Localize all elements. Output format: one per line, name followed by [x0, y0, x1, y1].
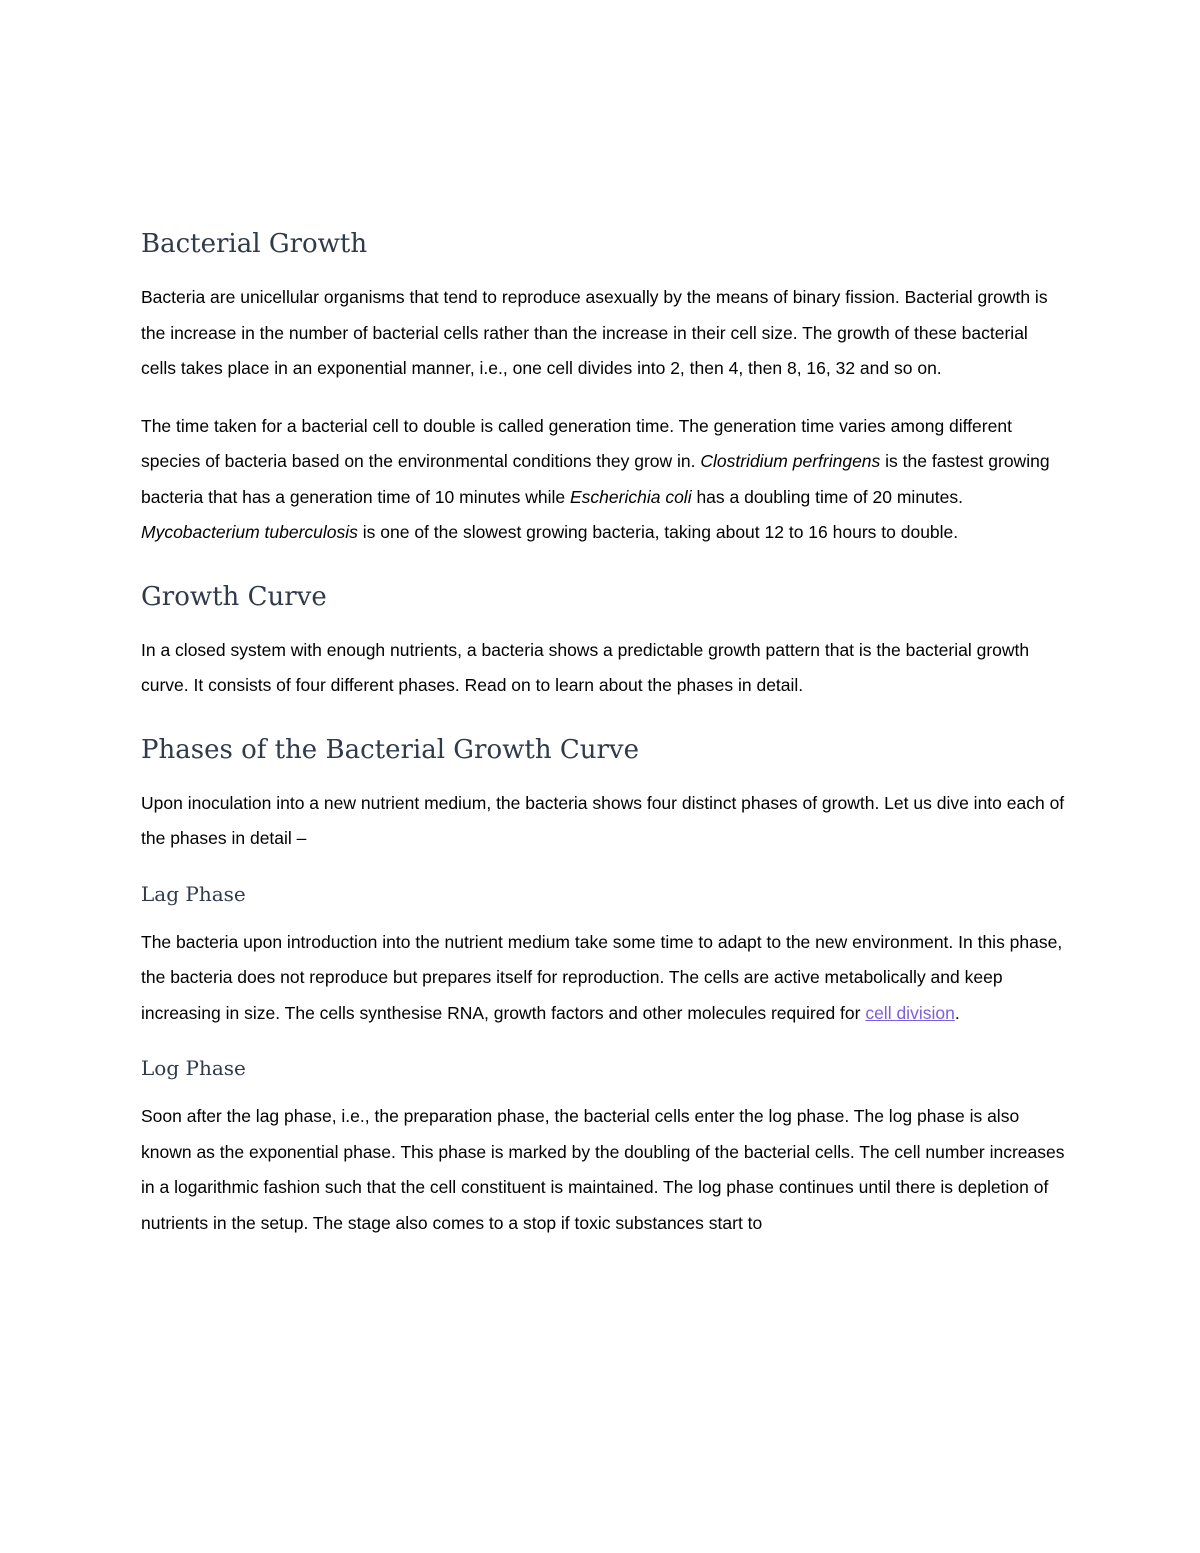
paragraph-growth-curve: In a closed system with enough nutrients, a bacteria shows a predictable growth pattern that is the bacterial growth curve. It consists of four different phases. Read on to learn about the phases in detail. [141, 639, 1030, 695]
heading-bacterial-growth: Bacterial Growth [141, 229, 368, 259]
heading-log-phase: Log Phase [141, 1056, 246, 1080]
text-segment: The time taken for a bacterial cell to double is called generation time. The generation time varies among different species of bacteria based on the environmental conditions they grow in. [141, 415, 1012, 471]
heading-lag-phase: Lag Phase [141, 881, 246, 906]
species-name: Clostridium perfringens [700, 451, 881, 471]
species-name: Escherichia coli [570, 486, 692, 507]
text-segment: . [954, 1002, 960, 1023]
text-segment: has a doubling time of 20 minutes. [691, 486, 963, 507]
document-page [141, 226, 1066, 1263]
cell-division-link[interactable]: cell division [865, 1002, 955, 1023]
species-name: Mycobacterium tuberculosis [141, 522, 358, 542]
paragraph-lag-phase [141, 925, 1066, 1032]
heading-growth-curve: Growth Curve [141, 581, 327, 612]
text-segment: The bacteria upon introduction into the nutrient medium take some time to adapt to the new environment. In this phase, the bacteria does not reproduce but prepares itself for reproduction. The cells are active metabolically and keep increasing in size. The cells synthesise RNA, growth factors and other molecules required for [141, 931, 1063, 1023]
paragraph-generation-time [141, 409, 1066, 551]
paragraph-phases-intro: Upon inoculation into a new nutrient medium, the bacteria shows four distinct phases of growth. Let us dive into each of the phases in detail – [141, 792, 1065, 848]
text-segment: is the fastest growing bacteria that has a generation time of 10 minutes while [141, 451, 1050, 507]
text-segment: is one of the slowest growing bacteria, taking about 12 to 16 hours to double. [357, 522, 959, 542]
paragraph-log-phase: Soon after the lag phase, i.e., the preparation phase, the bacterial cells enter the log phase. The log phase is also known as the exponential phase. This phase is marked by the doubling of the bacterial cells. The cell number increases in a logarithmic fashion such that the cell constituent is maintained. The log phase continues until there is depletion of nutrients in the setup. The stage also comes to a stop if toxic substances start to [141, 1106, 1065, 1233]
paragraph-bacterial-growth-intro: Bacteria are unicellular organisms that tend to reproduce asexually by the means of binary fission. Bacterial growth is the increase in the number of bacterial cells rather than the increase in their cell size. The growth of these bacterial cells takes place in an exponential manner, i.e., one cell divides into 2, then 4, then 8, 16, 32 and so on. [141, 287, 1048, 378]
heading-phases: Phases of the Bacterial Growth Curve [141, 734, 639, 765]
